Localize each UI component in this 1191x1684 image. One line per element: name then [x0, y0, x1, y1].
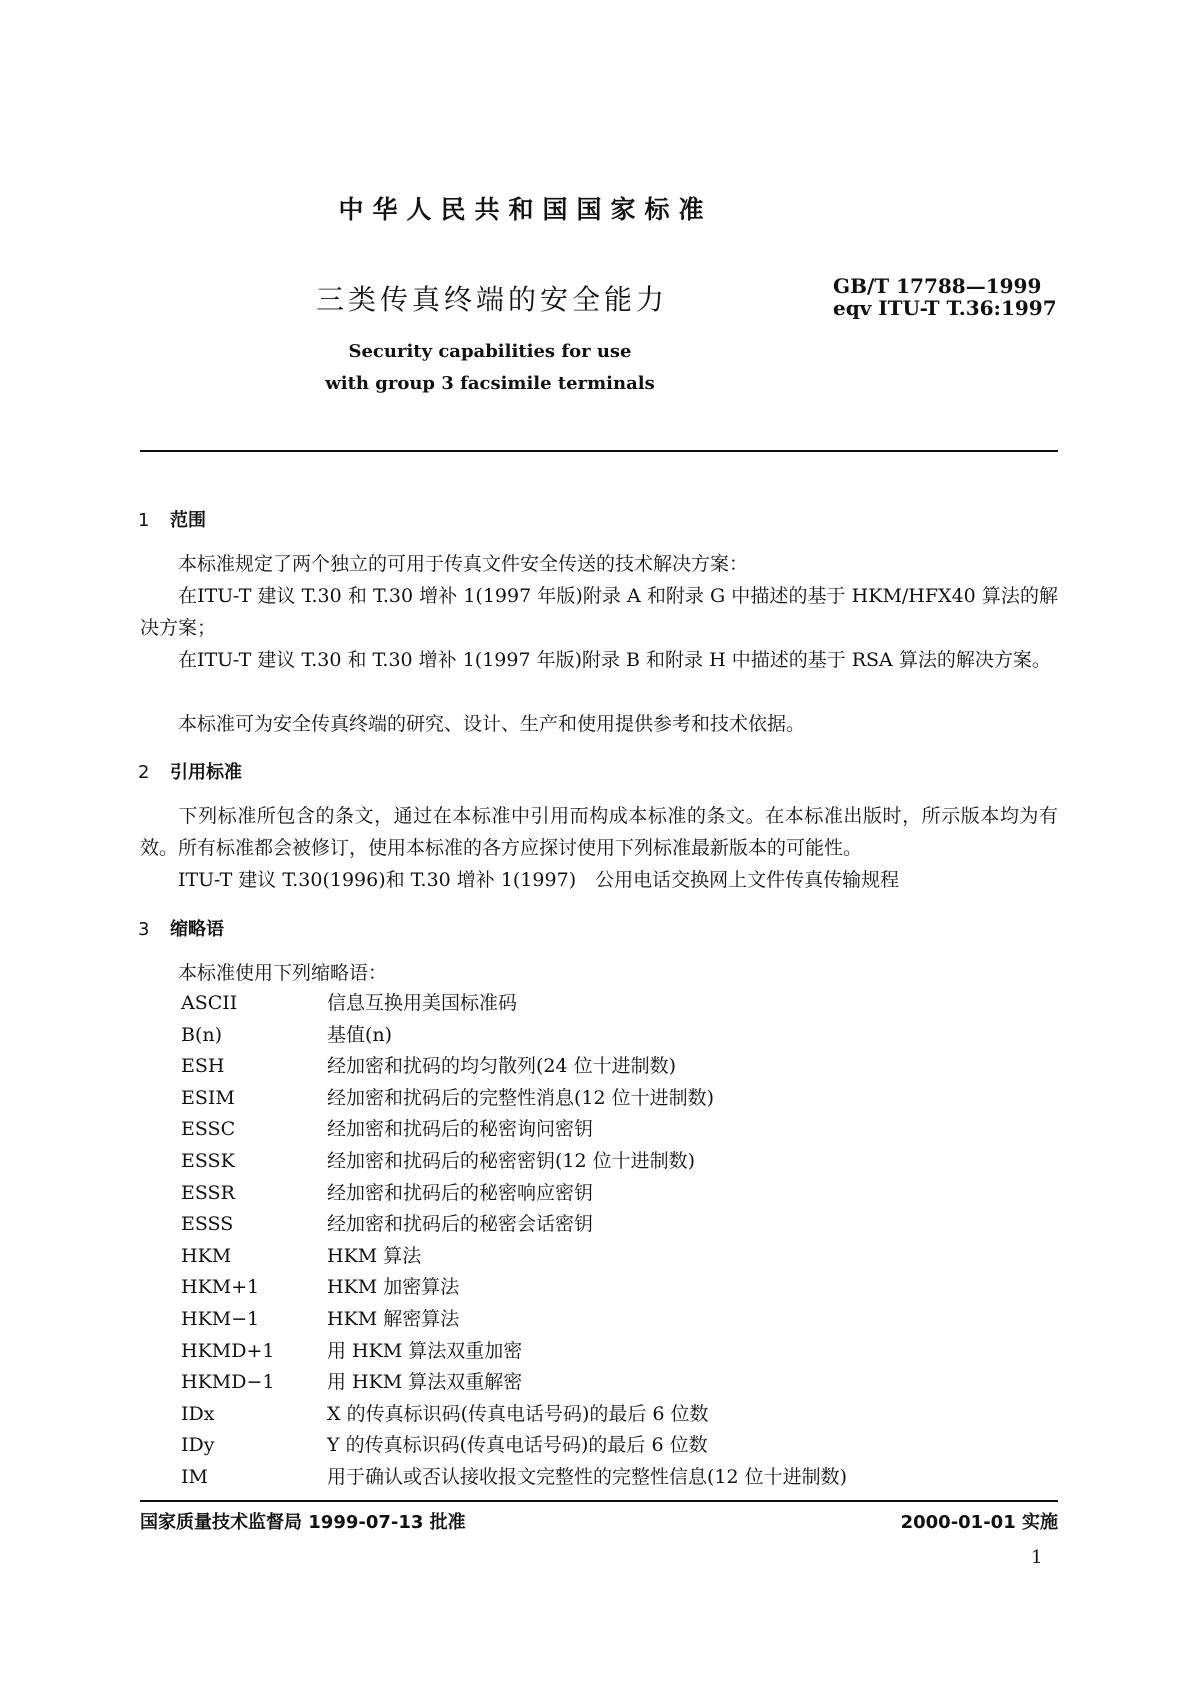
abbreviation-term: IDx: [181, 1402, 215, 1425]
abbreviation-description: 经加密和扰码后的秘密询问密钥: [327, 1118, 594, 1141]
abbreviation-term: ESSR: [181, 1181, 235, 1204]
abbreviation-term: HKM+1: [181, 1276, 260, 1299]
page-number: 1: [1031, 1547, 1043, 1568]
section-number: 1: [138, 510, 150, 531]
abbreviation-description: 经加密和扰码后的秘密会话密钥: [327, 1213, 594, 1236]
section-title: 范围: [170, 510, 206, 531]
abbreviation-term: ESSS: [181, 1213, 234, 1236]
section-number: 2: [138, 762, 150, 783]
effective-date: 2000-01-01 实施: [900, 1512, 1058, 1533]
section-1-paragraph-2: 在ITU-T 建议 T.30 和 T.30 增补 1(1997 年版)附录 A 和附录 G 中描述的基于 HKM/HFX40 算法的解决方案；: [140, 585, 1058, 639]
abbreviation-description: 经加密和扰码后的完整性消息(12 位十进制数): [327, 1086, 715, 1109]
section-title: 缩略语: [170, 919, 224, 940]
footer-divider: [140, 1500, 1058, 1502]
standard-code: [833, 275, 1057, 319]
abbreviation-term: ESSC: [181, 1118, 236, 1141]
section-1-paragraph-1: 本标准规定了两个独立的可用于传真文件安全传送的技术解决方案：: [178, 553, 749, 575]
abbreviation-description: 经加密和扰码后的秘密响应密钥: [327, 1181, 594, 1204]
abbreviation-description: 信息互换用美国标准码: [327, 992, 518, 1014]
abbreviation-term: HKMD+1: [181, 1339, 275, 1362]
standard-title-zh: 三类传真终端的安全能力: [316, 283, 669, 316]
abbreviation-description: 用 HKM 算法双重解密: [327, 1371, 523, 1394]
abbreviation-term: ESIM: [181, 1086, 235, 1109]
abbreviation-term: HKMD−1: [181, 1371, 275, 1394]
section-1-paragraph-4: 本标准可为安全传真终端的研究、设计、生产和使用提供参考和技术依据。: [178, 713, 806, 735]
abbreviation-description: HKM 加密算法: [327, 1276, 460, 1299]
approval-note: 国家质量技术监督局 1999-07-13 批准: [140, 1512, 466, 1533]
abbreviation-term: ESSK: [181, 1150, 235, 1172]
abbreviation-description: HKM 解密算法: [327, 1308, 460, 1330]
abbreviation-description: 基值(n): [327, 1023, 393, 1046]
abbreviations-intro: 本标准使用下列缩略语：: [178, 962, 388, 984]
equivalence-note: eqv ITU-T T.36:1997: [833, 296, 1057, 320]
section-2-paragraph-1: 下列标准所包含的条文，通过在本标准中引用而构成本标准的条文。在本标准出版时，所示版本均为有效。所有标准都会被修订，使用本标准的各方应探讨使用下列标准最新版本的可能性。: [140, 805, 1058, 859]
abbreviation-description: Y 的传真标识码(传真电话号码)的最后 6 位数: [327, 1434, 708, 1457]
abbreviation-list: [0, 988, 1191, 1488]
section-2-heading: [138, 758, 242, 784]
section-1-paragraph-3: 在ITU-T 建议 T.30 和 T.30 增补 1(1997 年版)附录 B 和附录 H 中描述的基于 RSA 算法的解决方案。: [178, 649, 1051, 671]
abbreviation-description: HKM 算法: [327, 1244, 422, 1267]
abbreviation-description: 用 HKM 算法双重加密: [327, 1339, 523, 1362]
abbreviation-term: ESH: [181, 1055, 225, 1078]
standard-number: GB/T 17788—1999: [833, 274, 1042, 298]
abbreviation-description: 经加密和扰码的均匀散列(24 位十进制数): [327, 1055, 677, 1078]
normative-reference: ITU-T 建议 T.30(1996)和 T.30 增补 1(1997) 公用电话交换网上文件传真传输规程: [178, 869, 900, 891]
title-en-line1: Security capabilities for use: [348, 341, 632, 362]
abbreviation-term: HKM−1: [181, 1308, 260, 1330]
abbreviation-description: 用于确认或否认接收报文完整性的完整性信息(12 位十进制数): [327, 1466, 848, 1488]
section-number: 3: [138, 919, 150, 940]
abbreviation-description: 经加密和扰码后的秘密密钥(12 位十进制数): [327, 1150, 696, 1172]
abbreviation-term: ASCII: [181, 992, 238, 1014]
header-divider: [140, 450, 1058, 452]
abbreviation-term: IM: [181, 1466, 208, 1488]
title-en-line2: with group 3 facsimile terminals: [325, 373, 655, 394]
abbreviation-term: HKM: [181, 1244, 232, 1267]
abbreviation-description: X 的传真标识码(传真电话号码)的最后 6 位数: [327, 1402, 709, 1425]
national-standard-heading: 中华人民共和国国家标准: [338, 195, 713, 224]
abbreviation-term: B(n): [181, 1023, 223, 1046]
section-3-heading: [138, 915, 224, 941]
standard-title-en: [310, 336, 670, 400]
section-title: 引用标准: [170, 762, 242, 783]
abbreviation-term: IDy: [181, 1434, 215, 1457]
section-1-heading: [138, 506, 206, 532]
